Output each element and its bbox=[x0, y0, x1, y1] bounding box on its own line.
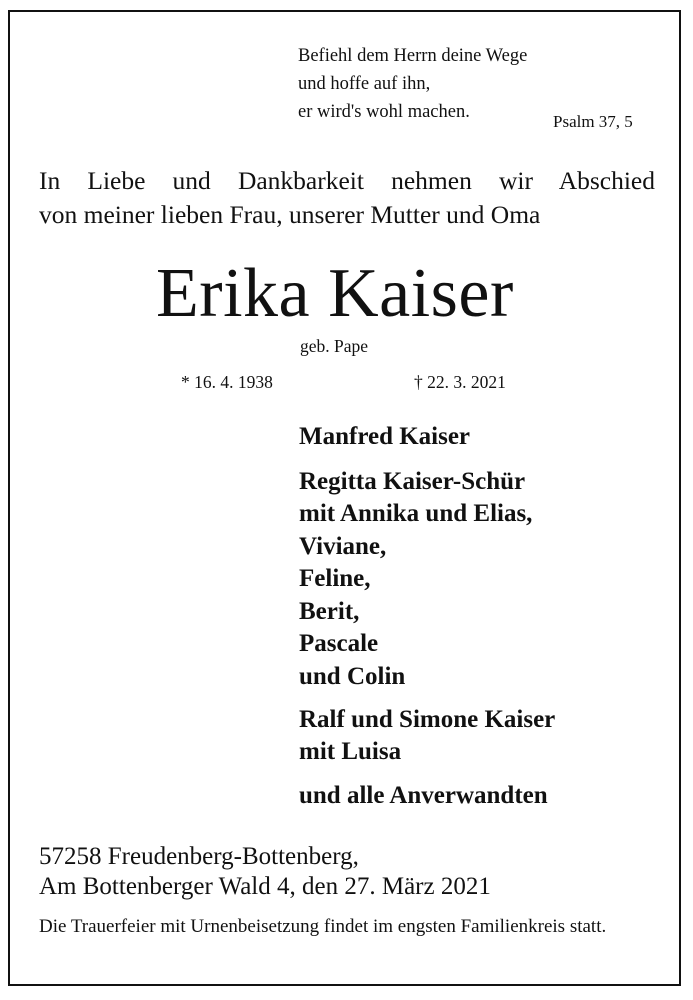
mourner-line: mit Annika und Elias, bbox=[299, 500, 533, 527]
birth-date: * 16. 4. 1938 bbox=[181, 372, 273, 392]
place-line-1: 57258 Freudenberg-Bottenberg, bbox=[39, 843, 359, 870]
place-line-2: Am Bottenberger Wald 4, den 27. März 2021 bbox=[39, 873, 491, 900]
psalm-line-3: er wird's wohl machen. bbox=[298, 102, 470, 122]
mourner-line: Viviane, bbox=[299, 533, 387, 560]
mourner-line: Pascale bbox=[299, 630, 379, 657]
mourner-line: mit Luisa bbox=[299, 738, 402, 765]
mourner-line: Regitta Kaiser-Schür bbox=[299, 468, 526, 495]
mourner-line: und Colin bbox=[299, 663, 406, 690]
mourner-line: und alle Anverwandten bbox=[299, 782, 548, 809]
intro-line-2: von meiner lieben Frau, unserer Mutter und Oma bbox=[39, 200, 541, 229]
psalm-reference: Psalm 37, 5 bbox=[553, 112, 633, 131]
psalm-line-1: Befiehl dem Herrn deine Wege bbox=[298, 46, 528, 66]
mourner-line: Ralf und Simone Kaiser bbox=[299, 706, 556, 733]
intro-line-1: In Liebe und Dankbarkeit nehmen wir Abschied bbox=[39, 166, 655, 195]
mourner-line: Manfred Kaiser bbox=[299, 423, 471, 450]
funeral-note: Die Trauerfeier mit Urnenbeisetzung findet im engsten Familienkreis statt. bbox=[39, 916, 607, 937]
death-date: † 22. 3. 2021 bbox=[414, 372, 506, 392]
obituary-notice bbox=[8, 10, 681, 986]
psalm-line-2: und hoffe auf ihn, bbox=[298, 74, 431, 94]
birth-name: geb. Pape bbox=[300, 336, 369, 356]
deceased-name: Erika Kaiser bbox=[156, 255, 514, 332]
mourner-line: Berit, bbox=[299, 598, 360, 625]
mourner-line: Feline, bbox=[299, 565, 371, 592]
